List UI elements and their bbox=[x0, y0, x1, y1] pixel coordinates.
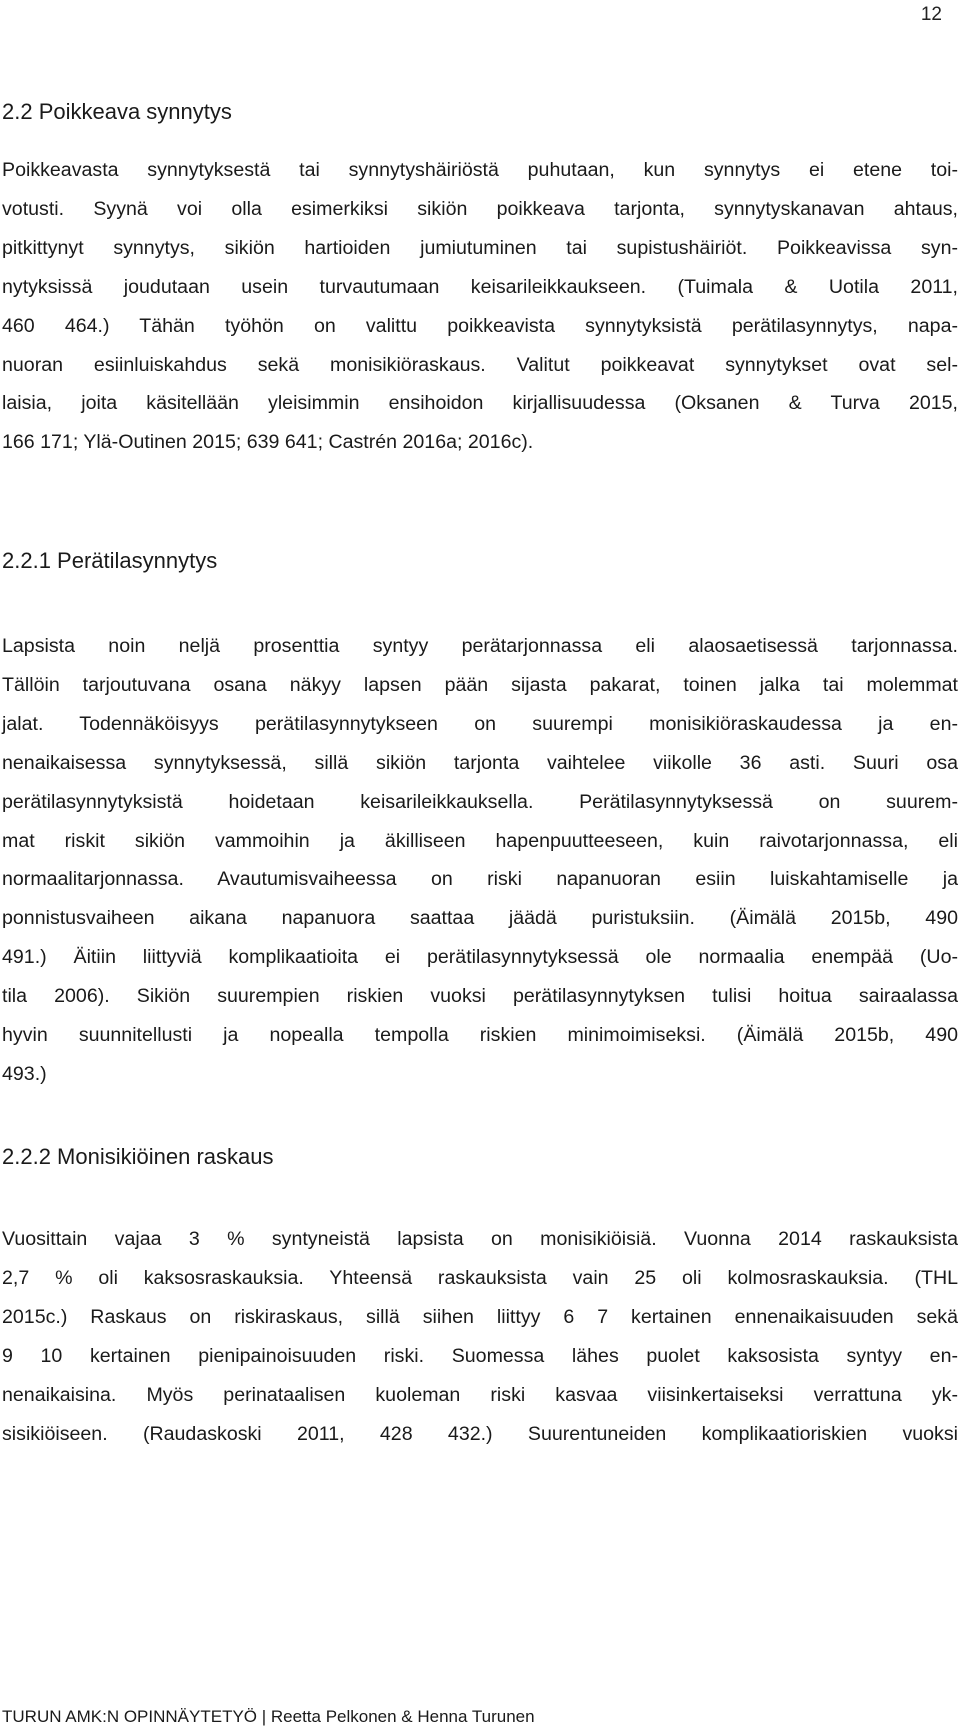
text-line: nenaikaisina. Myös perinataalisen kuoleman riski kasvaa viisinkertaiseksi verrattuna yk- bbox=[2, 1383, 958, 1406]
text-line: 491.) Äitiin liittyviä komplikaatioita ei perätilasynnytyksessä ole normaalia enempää (Uo- bbox=[2, 946, 958, 969]
text-line: 2015c.) Raskaus on riskiraskaus, sillä siihen liittyy 6 7 kertainen ennenaikaisuuden sekä bbox=[2, 1305, 958, 1328]
section-heading: 2.2 Poikkeava synnytys bbox=[2, 99, 232, 124]
text-line: Poikkeavasta synnytyksestä tai synnytyshäiriöstä puhutaan, kun synnytys ei etene toi- bbox=[2, 159, 958, 181]
text-line: nuoran esiinluiskahdus sekä monisikiöraskaus. Valitut poikkeavat synnytykset ovat sel- bbox=[2, 353, 958, 376]
body-paragraph bbox=[2, 151, 958, 462]
text-line: 166 171; Ylä-Outinen 2015; 639 641; Castrén 2016a; 2016c). bbox=[2, 431, 534, 454]
text-line: laisia, joita käsitellään yleisimmin ensihoidon kirjallisuudessa (Oksanen & Turva 2015, bbox=[2, 392, 958, 415]
text-line: nytyksissä joudutaan usein turvautumaan keisarileikkaukseen. (Tuimala & Uotila 2011, bbox=[2, 275, 958, 298]
text-line: jalat. Todennäköisyys perätilasynnytykseen on suurempi monisikiöraskaudessa ja en- bbox=[2, 712, 958, 735]
text-line: votusti. Syynä voi olla esimerkiksi sikiön poikkeava tarjonta, synnytyskanavan ahtaus, bbox=[2, 197, 958, 220]
text-line: 460 464.) Tähän työhön on valittu poikkeavista synnytyksistä perätilasynnytys, napa- bbox=[2, 314, 958, 337]
text-line: 2,7 % oli kaksosraskauksia. Yhteensä raskauksista vain 25 oli kolmosraskauksia. (THL bbox=[2, 1266, 958, 1289]
text-line: nenaikaisessa synnytyksessä, sillä sikiön tarjonta vaihtelee viikolle 36 asti. Suuri osa bbox=[2, 751, 958, 774]
body-paragraph bbox=[2, 1220, 958, 1453]
text-line: hyvin suunnitellusti ja nopealla tempolla riskien minimoimiseksi. (Äimälä 2015b, 490 bbox=[2, 1024, 958, 1047]
body-paragraph bbox=[2, 627, 958, 1094]
text-line: Vuosittain vajaa 3 % syntyneistä lapsista on monisikiöisiä. Vuonna 2014 raskauksista bbox=[2, 1228, 958, 1250]
text-line: perätilasynnytyksistä hoidetaan keisarileikkauksella. Perätilasynnytyksessä on suurem- bbox=[2, 790, 958, 813]
page-footer: TURUN AMK:N OPINNÄYTETYÖ | Reetta Pelkonen & Henna Turunen bbox=[2, 1707, 535, 1726]
text-line: Lapsista noin neljä prosenttia syntyy perätarjonnassa eli alaosaetisessä tarjonnassa. bbox=[2, 635, 958, 657]
page-number: 12 bbox=[920, 4, 942, 25]
section-heading: 2.2.2 Monisikiöinen raskaus bbox=[2, 1144, 274, 1169]
text-line: tila 2006). Sikiön suurempien riskien vuoksi perätilasynnytyksen tulisi hoitua sairaalassa bbox=[2, 985, 958, 1008]
section-heading: 2.2.1 Perätilasynnytys bbox=[2, 548, 218, 573]
text-line: sisikiöiseen. (Raudaskoski 2011, 428 432.) Suurentuneiden komplikaatioriskien vuoksi bbox=[2, 1422, 958, 1445]
text-line: normaalitarjonnassa. Avautumisvaiheessa on riski napanuoran esiin luiskahtamiselle ja bbox=[2, 868, 958, 891]
text-line: ponnistusvaiheen aikana napanuora saattaa jäädä puristuksiin. (Äimälä 2015b, 490 bbox=[2, 907, 958, 930]
text-line: 493.) bbox=[2, 1062, 47, 1085]
text-line: Tällöin tarjoutuvana osana näkyy lapsen pään sijasta pakarat, toinen jalka tai molemmat bbox=[2, 673, 958, 696]
text-line: mat riskit sikiön vammoihin ja äkilliseen hapenpuutteeseen, kuin raivotarjonnassa, eli bbox=[2, 829, 958, 852]
text-line: 9 10 kertainen pienipainoisuuden riski. Suomessa lähes puolet kaksosista syntyy en- bbox=[2, 1344, 958, 1367]
text-line: pitkittynyt synnytys, sikiön hartioiden jumiutuminen tai supistushäiriöt. Poikkeavissa syn- bbox=[2, 236, 958, 259]
